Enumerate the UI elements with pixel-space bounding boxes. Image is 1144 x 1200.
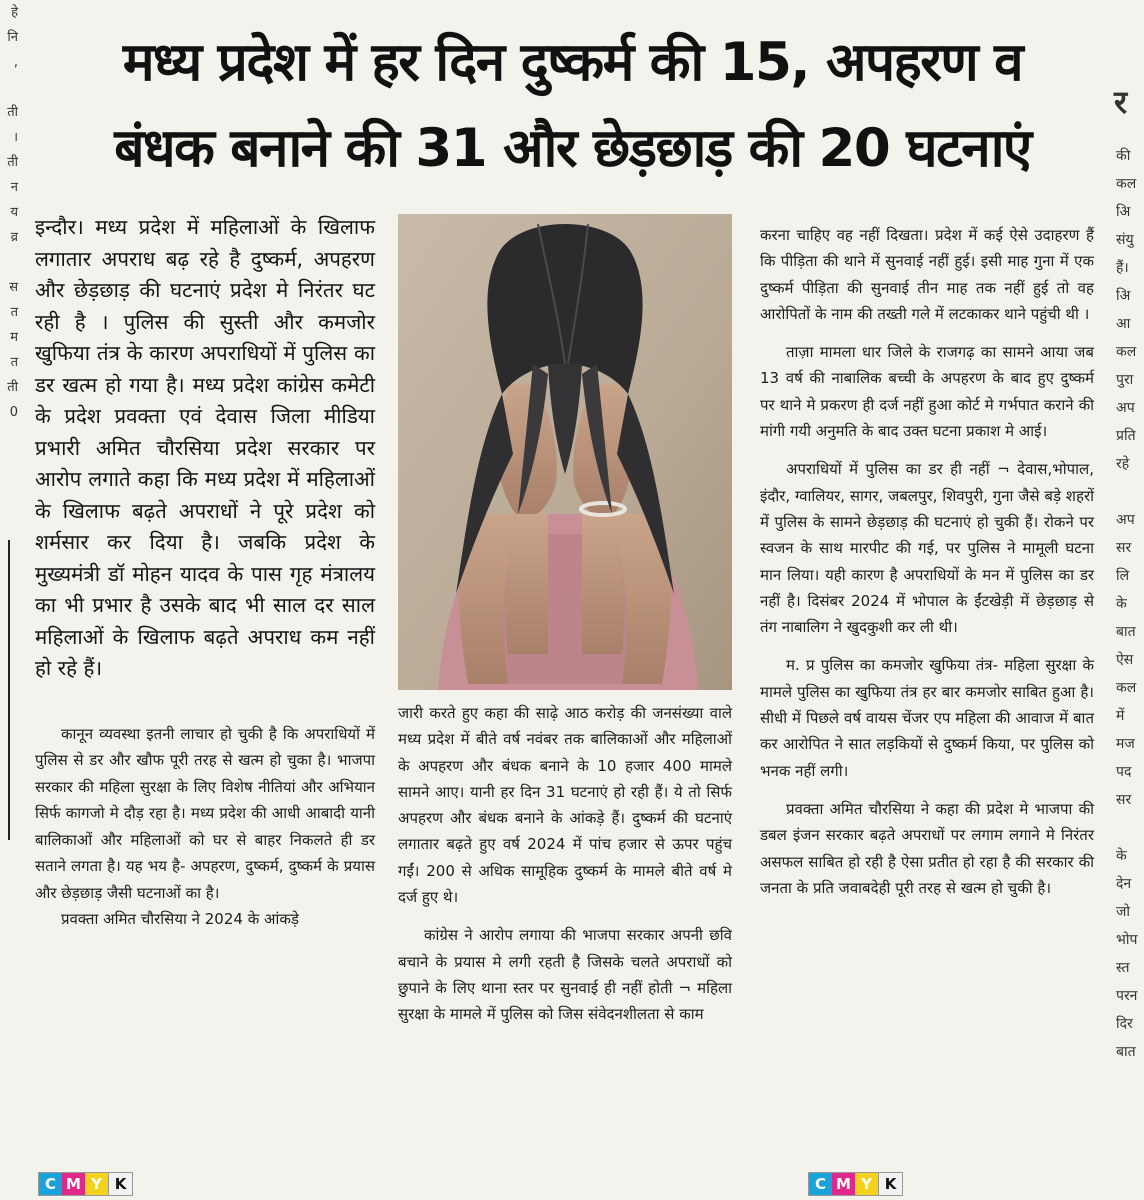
headline <box>40 20 1105 192</box>
edge-text-fragment <box>0 250 22 275</box>
edge-text-fragment: के <box>1116 596 1127 612</box>
cmyk-yellow: Y <box>855 1173 878 1195</box>
right-edge-heading: र <box>1114 83 1128 121</box>
left-edge-rule <box>8 540 10 840</box>
edge-text-fragment <box>1110 814 1144 842</box>
edge-text-fragment <box>0 75 22 100</box>
edge-text-fragment: कल <box>1116 680 1137 696</box>
edge-text-fragment: अप <box>1116 512 1135 528</box>
edge-text-fragment: ती <box>7 380 18 395</box>
edge-text-fragment: भोप <box>1116 932 1138 948</box>
body-paragraph: कांग्रेस ने आरोप लगाया की भाजपा सरकार अपनी छवि बचाने के प्रयास मे लगी रहती है जिसके चलते अपराधों को छुपाने के लिए थाना स्तर पर सुनवाई ही नहीं होती ¬ महिला सुरक्षा के मामले में पुलिस को जिस संवेदनशीलता से काम <box>398 926 732 1024</box>
edge-text-fragment: प्रति <box>1116 428 1136 444</box>
cmyk-cyan: C <box>809 1173 832 1195</box>
edge-text-fragment: जो <box>1116 904 1131 920</box>
edge-text-fragment: स्त <box>1116 960 1130 976</box>
edge-text-fragment: नि <box>7 30 18 45</box>
body-paragraph: म. प्र पुलिस का कमजोर खुफिया तंत्र- महिला सुरक्षा के मामले पुलिस का खुफिया तंत्र हर बार कमजोर साबित हुआ है। सीधी में पिछले वर्ष वायस चेंजर एप महिला की आवाज में बात कर आरोपित ने सात लड़कियों से दुष्कर्म किया, पर पुलिस को भनक नहीं लगी। <box>760 656 1094 780</box>
edge-text-fragment: 0 <box>9 405 18 420</box>
edge-text-fragment: पद <box>1116 764 1132 780</box>
edge-text-fragment: अप <box>1116 400 1135 416</box>
article-photo <box>398 214 732 690</box>
edge-text-fragment: ऐस <box>1116 652 1134 668</box>
body-paragraph: जारी करते हुए कहा की साढ़े आठ करोड़ की जनसंख्या वाले मध्य प्रदेश में बीते वर्ष नवंबर तक बालिकाओं और महिलाओं के अपहरण और बंधक बनाने के 10 हजार 400 मामले सामने आए। यानी हर दिन 31 घटनाएं हो रही हैं। ये तो सिर्फ अपहरण और बंधक बनाने के आंकड़े हैं। दुष्कर्म की घटनाएं लगातार बढ़ते हुए वर्ष 2024 में पांच हजार से ऊपर पहुंच गईं। 200 से अधिक सामूहिक दुष्कर्म के मामले बीते वर्ष मे दर्ज हुए थे। <box>398 704 732 907</box>
edge-text-fragment: पुरा <box>1116 372 1134 388</box>
cmyk-black: K <box>878 1173 902 1195</box>
edge-text-fragment: । <box>13 130 18 145</box>
edge-text-fragment: कल <box>1116 176 1137 192</box>
cmyk-black: K <box>108 1173 132 1195</box>
body-paragraph: ताज़ा मामला धार जिले के राजगढ़ का सामने आया जब 13 वर्ष की नाबालिक बच्ची के अपहरण के बाद हुए दुष्कर्म पर थाने मे प्रकरण ही दर्ज नहीं हुआ कोर्ट मे गर्भपात कराने की मांगी गयी अनुमति के बाद उक्त घटना प्रकाश मे आई। <box>760 343 1094 441</box>
edge-text-fragment: देन <box>1116 876 1132 892</box>
edge-text-fragment: परन <box>1116 988 1138 1004</box>
edge-text-fragment: ती <box>7 155 18 170</box>
right-edge-fragments <box>1110 142 1144 1066</box>
right-page-edge <box>1110 0 1144 1200</box>
edge-text-fragment: हे <box>11 5 18 20</box>
body-paragraph: अपराधियों में पुलिस का डर ही नहीं ¬ देवास,भोपाल, इंदौर, ग्वालियर, सागर, जबलपुर, शिवपुरी, गुना जैसे बड़े शहरों में पुलिस के सामने छेड़छाड़ की घटनाएं हो चुकी हैं। रोकने पर स्वजन के साथ मारपीट की गई, पर पुलिस ने मामूली घटना मान लिया। यही कारण है अपराधियों के मन में पुलिस का डर नहीं है। दिसंबर 2024 में भोपाल के ईंटखेड़ी में छेड़छाड़ से तंग नाबालिग ने खुदकुशी कर ली थी। <box>760 460 1094 637</box>
edge-text-fragment: दिर <box>1116 1016 1133 1032</box>
body-paragraph: प्रवक्ता अमित चौरसिया ने कहा की प्रदेश मे भाजपा की डबल इंजन सरकार बढ़ते अपराधों पर लगाम लगाने मे निरंतर असफल साबित हो रही है ऐसा प्रतीत हो रहा है की सरकार की जनता के प्रति जवाबदेही पूरी तरह से खत्म हो चुकी है। <box>760 799 1094 897</box>
cmyk-cyan: C <box>39 1173 62 1195</box>
edge-text-fragment: रहे <box>1116 456 1130 472</box>
edge-text-fragment: संयु <box>1116 232 1134 248</box>
cmyk-yellow: Y <box>85 1173 108 1195</box>
edge-text-fragment: अि <box>1116 288 1131 304</box>
left-edge-fragments <box>0 0 22 425</box>
edge-text-fragment: अि <box>1116 204 1131 220</box>
edge-text-fragment: न <box>10 180 18 195</box>
headline-line-1: मध्य प्रदेश में हर दिन दुष्कर्म की 15, अपहरण व <box>122 32 1023 93</box>
edge-text-fragment: बात <box>1116 1044 1136 1060</box>
edge-text-fragment: बात <box>1116 624 1136 640</box>
body-paragraph: कानून व्यवस्था इतनी लाचार हो चुकी है कि अपराधियों में पुलिस से डर और खौफ पूरी तरह से खत्म हो चुका है। भाजपा सरकार की महिला सुरक्षा के लिए विशेष नीतियां और अभियान सिर्फ कागजो मे दौड़ रहा है। मध्य प्रदेश की आधी आबादी यानी बालिकाओं और महिलाओं को घर से बाहर निकलते ही डर सताने लगता है। यह भय है- अपहरण, दुष्कर्म, दुष्कर्म के प्रयास और छेड़छाड़ जैसी घटनाओं का है। <box>35 724 375 902</box>
distressed-woman-illustration <box>398 214 732 690</box>
edge-text-fragment: के <box>1116 848 1127 864</box>
body-paragraph: प्रवक्ता अमित चौरसिया ने 2024 के आंकड़े <box>61 910 299 928</box>
article-column-2 <box>398 700 732 1028</box>
cmyk-magenta: M <box>832 1173 855 1195</box>
lead-paragraph: इन्दौर। मध्य प्रदेश में महिलाओं के खिलाफ लगातार अपराध बढ़ रहे है दुष्कर्म, अपहरण और छेड़छाड़ की घटनाएं प्रदेश मे निरंतर घट रही है । पुलिस की सुस्ती और कमजोर खुफिया तंत्र के कारण अपराधियों में पुलिस का डर खत्म हो गया है। मध्य प्रदेश कांग्रेस कमेटी के प्रदेश प्रवक्ता एवं देवास जिला मीडिया प्रभारी अमित चौरसिया प्रदेश सरकार पर आरोप लगाते कहा कि मध्य प्रदेश में महिलाओं के खिलाफ बढ़ते अपराधों ने पूरे प्रदेश को शर्मसार कर दिया है। जबकि प्रदेश के मुख्यमंत्री डॉ मोहन यादव के पास गृह मंत्रालय का भी प्रभार है उसके बाद भी साल दर साल महिलाओं के खिलाफ बढ़ते अपराध कम नहीं हो रहे हैं। <box>35 215 375 680</box>
article-column-3 <box>760 222 1094 901</box>
edge-text-fragment: य <box>10 205 18 220</box>
body-paragraph: करना चाहिए वह नहीं दिखता। प्रदेश में कई ऐसे उदाहरण हैं कि पीड़िता की थाने में सुनवाई नहीं हुई। इसी माह गुना में एक दुष्कर्म पीड़िता की सुनवाई तीन माह तक नहीं हुई तो वह आरोपितों के नाम की तख्ती गले में लटकाकर थाने पहुंची थी । <box>760 226 1094 323</box>
cmyk-registration-mark <box>808 1172 903 1196</box>
edge-text-fragment: सर <box>1116 792 1132 808</box>
edge-text-fragment: व्र <box>10 230 18 245</box>
cmyk-registration-mark <box>38 1172 133 1196</box>
edge-text-fragment: सर <box>1116 540 1132 556</box>
edge-text-fragment: त <box>10 355 18 370</box>
edge-text-fragment: स <box>9 280 18 295</box>
edge-text-fragment: ती <box>7 105 18 120</box>
headline-line-2: बंधक बनाने की 31 और छेड़छाड़ की 20 घटनाएं <box>114 118 1031 179</box>
edge-text-fragment: कल <box>1116 344 1137 360</box>
edge-text-fragment: की <box>1116 148 1131 164</box>
article-column-1 <box>35 212 375 933</box>
left-page-edge <box>0 0 22 1200</box>
edge-text-fragment: लि <box>1116 568 1130 584</box>
edge-text-fragment: मज <box>1116 736 1135 752</box>
edge-text-fragment: आ <box>1116 316 1131 332</box>
edge-text-fragment <box>1110 478 1144 506</box>
edge-text-fragment: म <box>10 330 18 345</box>
edge-text-fragment: हैं। <box>1116 260 1129 276</box>
edge-text-fragment: त <box>10 305 18 320</box>
cmyk-magenta: M <box>62 1173 85 1195</box>
edge-text-fragment: , <box>13 55 18 70</box>
edge-text-fragment: में <box>1116 708 1125 724</box>
